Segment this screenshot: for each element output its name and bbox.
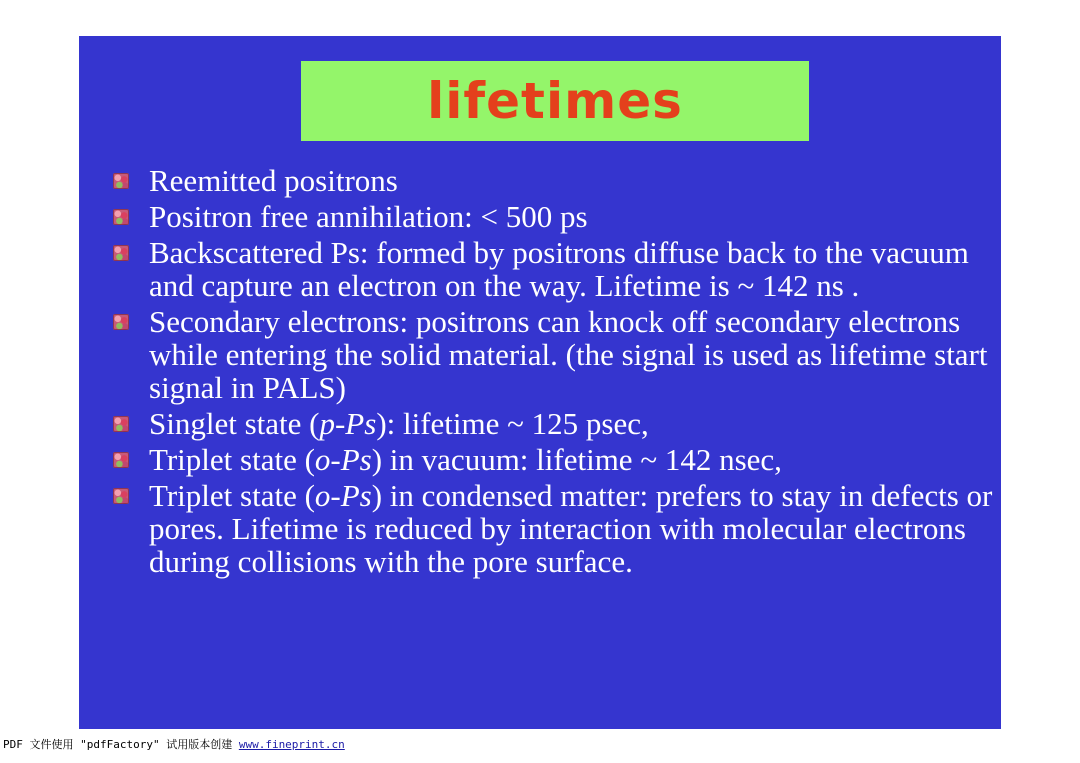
bullet-text: Backscattered Ps: formed by positrons diffuse back to the vacuum and capture an electron on the way. Lifetime is ~ 142 ns . xyxy=(149,235,969,303)
bullet-item xyxy=(111,164,1001,197)
bullet-list xyxy=(111,164,1001,581)
bullet-text: Triplet state ( xyxy=(149,442,315,477)
pdf-footer xyxy=(3,736,345,752)
bullet-text: Singlet state ( xyxy=(149,406,320,441)
bullet-text-italic: o-Ps xyxy=(314,442,372,477)
title-box xyxy=(301,61,809,141)
bullet-text: ): lifetime ~ 125 psec, xyxy=(376,406,649,441)
bullet-icon xyxy=(113,173,129,189)
bullet-text: Positron free annihilation: < 500 ps xyxy=(149,199,588,234)
footer-text: PDF 文件使用 "pdfFactory" 试用版本创建 xyxy=(3,738,239,751)
bullet-text-italic: o-Ps xyxy=(314,478,372,513)
bullet-item xyxy=(111,200,1001,233)
bullet-icon xyxy=(113,452,129,468)
bullet-text: Secondary electrons: positrons can knock off secondary electrons while entering the solid material. (the signal is used as lifetime start signal in PALS) xyxy=(149,304,988,405)
slide-title: lifetimes xyxy=(427,72,683,130)
bullet-text-italic: p-Ps xyxy=(319,406,377,441)
bullet-icon xyxy=(113,209,129,225)
bullet-item xyxy=(111,479,1001,578)
slide xyxy=(79,36,1001,729)
footer-link[interactable]: www.fineprint.cn xyxy=(238,738,345,751)
bullet-icon xyxy=(113,416,129,432)
bullet-item xyxy=(111,305,1001,404)
bullet-item xyxy=(111,407,1001,440)
bullet-text: ) in condensed matter: prefers to stay in defects or pores. Lifetime is reduced by interaction with molecular electrons during collisions with the pore surface. xyxy=(149,478,993,579)
bullet-text: ) in vacuum: lifetime ~ 142 nsec, xyxy=(371,442,782,477)
bullet-item xyxy=(111,443,1001,476)
bullet-icon xyxy=(113,245,129,261)
bullet-item xyxy=(111,236,1001,302)
bullet-text: Reemitted positrons xyxy=(149,163,398,198)
bullet-icon xyxy=(113,488,129,504)
bullet-text: Triplet state ( xyxy=(149,478,315,513)
bullet-icon xyxy=(113,314,129,330)
